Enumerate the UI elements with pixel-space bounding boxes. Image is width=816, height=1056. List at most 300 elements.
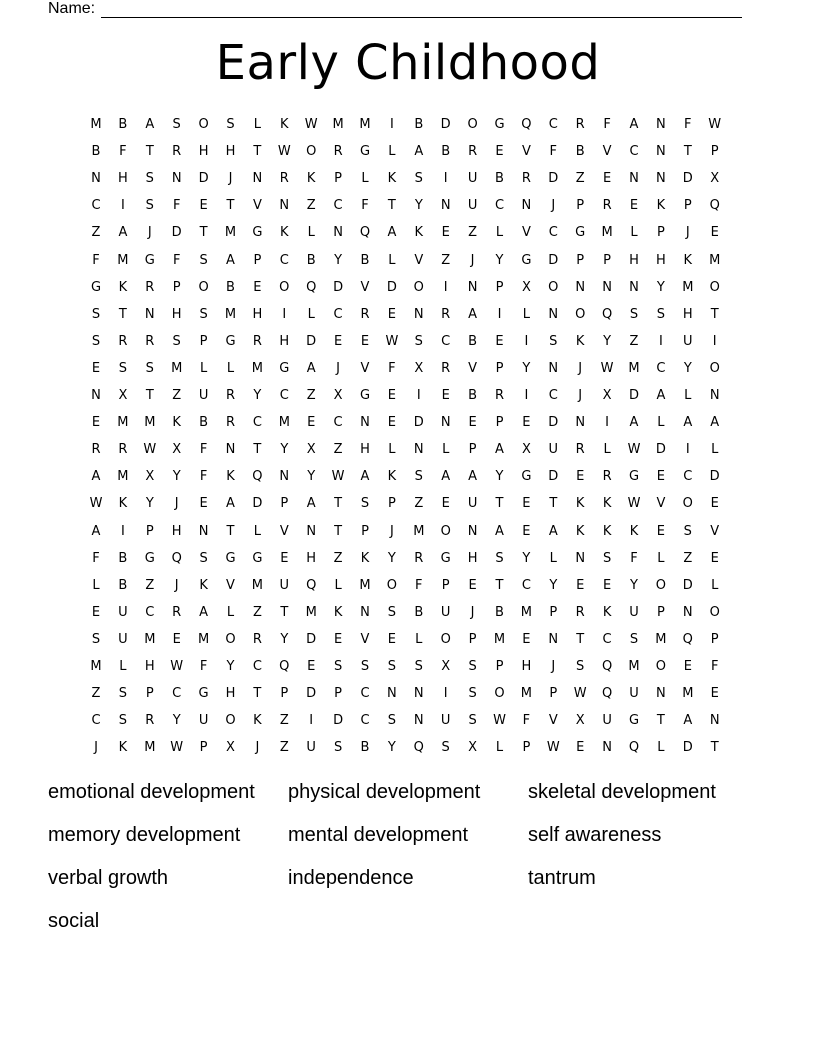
grid-letter: D bbox=[306, 631, 317, 647]
grid-letter: M bbox=[520, 604, 532, 620]
grid-letter: B bbox=[360, 252, 370, 268]
grid-letter: K bbox=[602, 523, 612, 539]
grid-letter: R bbox=[118, 442, 128, 458]
word-list-item: independence bbox=[288, 867, 414, 889]
grid-letter: F bbox=[119, 144, 127, 160]
grid-letter: I bbox=[120, 523, 125, 539]
grid-letter: Q bbox=[709, 198, 720, 214]
grid-letter: Y bbox=[387, 550, 396, 566]
grid-letter: O bbox=[225, 631, 236, 647]
grid-letter: A bbox=[306, 360, 316, 376]
grid-letter: A bbox=[629, 117, 639, 132]
grid-letter: E bbox=[441, 225, 450, 241]
grid-letter: L bbox=[388, 252, 396, 268]
grid-letter: T bbox=[334, 523, 343, 539]
grid-letter: X bbox=[226, 740, 235, 756]
grid-letter: N bbox=[656, 117, 666, 132]
grid-letter: E bbox=[468, 415, 477, 431]
grid-letter: X bbox=[172, 442, 182, 458]
grid-letter: T bbox=[253, 442, 262, 458]
grid-letter: O bbox=[548, 279, 559, 295]
grid-letter: S bbox=[414, 469, 423, 485]
grid-letter: C bbox=[252, 415, 262, 431]
grid-letter: E bbox=[360, 333, 370, 349]
grid-letter: E bbox=[683, 659, 692, 674]
grid-letter: K bbox=[575, 496, 585, 512]
grid-letter: K bbox=[333, 604, 343, 620]
grid-letter: P bbox=[280, 496, 289, 512]
grid-letter: N bbox=[440, 415, 451, 431]
grid-letter: F bbox=[199, 442, 208, 458]
grid-letter: E bbox=[441, 496, 450, 512]
grid-letter: O bbox=[306, 144, 317, 160]
grid-letter: E bbox=[387, 415, 396, 431]
grid-letter: E bbox=[629, 198, 639, 214]
grid-letter: R bbox=[172, 144, 182, 160]
grid-letter: N bbox=[629, 171, 639, 187]
grid-letter: S bbox=[145, 198, 154, 214]
grid-letter: S bbox=[468, 713, 477, 729]
grid-letter: M bbox=[628, 360, 640, 376]
grid-letter: S bbox=[145, 171, 154, 187]
grid-letter: F bbox=[388, 360, 396, 376]
grid-letter: W bbox=[331, 469, 345, 485]
grid-letter: U bbox=[467, 171, 478, 187]
grid-letter: Z bbox=[629, 333, 639, 349]
grid-letter: A bbox=[710, 415, 720, 431]
grid-letter: B bbox=[118, 550, 128, 566]
grid-letter: D bbox=[682, 577, 693, 593]
grid-letter: B bbox=[468, 388, 478, 403]
grid-letter: S bbox=[199, 252, 208, 268]
grid-letter: L bbox=[657, 550, 665, 566]
word-list-item: memory development bbox=[48, 824, 241, 846]
grid-letter: S bbox=[199, 550, 208, 566]
grid-letter: V bbox=[252, 198, 262, 214]
grid-letter: U bbox=[198, 713, 209, 729]
grid-letter: A bbox=[145, 117, 155, 132]
grid-letter: L bbox=[684, 388, 692, 403]
grid-letter: J bbox=[470, 252, 475, 268]
grid-letter: E bbox=[710, 686, 719, 702]
grid-letter: Z bbox=[468, 225, 478, 241]
grid-letter: M bbox=[90, 659, 102, 674]
grid-letter: N bbox=[171, 171, 182, 187]
grid-letter: Y bbox=[145, 496, 154, 512]
grid-letter: Y bbox=[280, 442, 289, 458]
grid-letter: E bbox=[495, 144, 504, 160]
grid-letter: P bbox=[172, 279, 181, 295]
grid-letter: J bbox=[255, 740, 260, 756]
grid-letter: A bbox=[360, 469, 370, 485]
grid-letter: R bbox=[225, 388, 236, 403]
grid-letter: Z bbox=[91, 686, 101, 702]
grid-letter: P bbox=[603, 252, 612, 268]
grid-letter: N bbox=[387, 686, 397, 702]
grid-letter: R bbox=[494, 388, 505, 403]
grid-letter: V bbox=[414, 252, 424, 268]
grid-letter: R bbox=[118, 333, 128, 349]
grid-letter: C bbox=[172, 686, 182, 702]
grid-letter: C bbox=[602, 631, 612, 647]
grid-letter: L bbox=[549, 550, 557, 566]
grid-letter: S bbox=[495, 550, 504, 566]
grid-letter: W bbox=[546, 740, 560, 756]
grid-letter: U bbox=[467, 496, 478, 512]
word-list-item: skeletal development bbox=[528, 781, 716, 803]
grid-letter: L bbox=[388, 144, 396, 160]
grid-letter: E bbox=[387, 631, 396, 647]
grid-letter: R bbox=[172, 604, 182, 620]
grid-letter: M bbox=[224, 306, 237, 322]
grid-letter: J bbox=[94, 740, 98, 756]
grid-letter: S bbox=[414, 171, 423, 187]
grid-letter: L bbox=[226, 604, 235, 620]
grid-letter: J bbox=[174, 577, 179, 593]
grid-letter: N bbox=[467, 279, 478, 295]
grid-letter: W bbox=[170, 659, 184, 674]
grid-letter: A bbox=[226, 252, 235, 268]
grid-letter: R bbox=[333, 144, 343, 160]
grid-letter: N bbox=[413, 442, 424, 458]
grid-letter: L bbox=[657, 740, 665, 756]
grid-letter: L bbox=[603, 442, 611, 458]
grid-letter: I bbox=[658, 333, 663, 349]
grid-letter: H bbox=[279, 333, 290, 349]
grid-letter: Y bbox=[656, 279, 665, 295]
grid-letter: U bbox=[118, 604, 128, 620]
grid-letter: R bbox=[441, 360, 451, 376]
grid-letter: J bbox=[578, 360, 583, 376]
grid-letter: X bbox=[118, 388, 128, 403]
grid-letter: D bbox=[333, 713, 344, 729]
grid-letter: H bbox=[225, 686, 236, 702]
grid-letter: Y bbox=[280, 631, 289, 647]
grid-letter: S bbox=[629, 306, 639, 322]
grid-letter: D bbox=[306, 686, 317, 702]
grid-letter: P bbox=[280, 686, 289, 702]
grid-letter: D bbox=[252, 496, 263, 512]
grid-letter: K bbox=[118, 496, 128, 512]
grid-letter: Y bbox=[414, 198, 423, 214]
word-list-item: verbal growth bbox=[48, 867, 169, 889]
grid-letter: B bbox=[441, 144, 451, 160]
grid-letter: P bbox=[683, 198, 692, 214]
grid-letter: D bbox=[548, 469, 559, 485]
grid-letter: T bbox=[710, 306, 719, 322]
grid-letter: M bbox=[601, 225, 613, 241]
grid-letter: S bbox=[414, 333, 423, 349]
grid-letter: C bbox=[333, 415, 343, 431]
grid-letter: D bbox=[171, 225, 182, 241]
grid-letter: B bbox=[414, 117, 424, 132]
grid-letter: W bbox=[627, 442, 641, 458]
grid-letter: A bbox=[683, 415, 693, 431]
grid-letter: N bbox=[548, 306, 559, 322]
grid-letter: N bbox=[279, 198, 290, 214]
grid-letter: O bbox=[709, 604, 720, 620]
grid-letter: R bbox=[360, 306, 370, 322]
grid-letter: N bbox=[440, 198, 451, 214]
grid-letter: I bbox=[282, 306, 287, 322]
grid-letter: N bbox=[413, 686, 424, 702]
grid-letter: L bbox=[442, 442, 450, 458]
grid-letter: D bbox=[198, 171, 209, 187]
grid-letter: M bbox=[144, 740, 156, 756]
grid-letter: O bbox=[682, 496, 693, 512]
grid-letter: X bbox=[468, 740, 478, 756]
grid-letter: O bbox=[575, 306, 586, 322]
name-label: Name: bbox=[48, 0, 96, 17]
grid-letter: Z bbox=[306, 388, 316, 403]
grid-letter: N bbox=[279, 469, 290, 485]
grid-letter: K bbox=[414, 225, 424, 241]
grid-letter: R bbox=[575, 442, 585, 458]
grid-letter: I bbox=[443, 279, 448, 295]
grid-letter: T bbox=[253, 144, 262, 160]
word-list-item: self awareness bbox=[528, 824, 662, 846]
grid-letter: B bbox=[118, 117, 128, 132]
grid-letter: N bbox=[656, 686, 666, 702]
grid-letter: W bbox=[627, 496, 641, 512]
grid-letter: N bbox=[91, 388, 101, 403]
grid-letter: K bbox=[280, 225, 289, 241]
grid-letter: V bbox=[656, 496, 666, 512]
grid-letter: M bbox=[90, 117, 102, 132]
grid-letter: S bbox=[656, 306, 666, 322]
grid-letter: W bbox=[170, 740, 184, 756]
grid-letter: M bbox=[197, 631, 210, 647]
grid-letter: T bbox=[145, 144, 154, 160]
grid-letter: H bbox=[629, 252, 639, 268]
grid-letter: T bbox=[387, 198, 396, 214]
grid-letter: B bbox=[360, 740, 370, 756]
grid-letter: E bbox=[522, 631, 531, 647]
grid-letter: E bbox=[307, 659, 316, 674]
grid-letter: H bbox=[521, 659, 532, 674]
grid-letter: P bbox=[334, 686, 343, 702]
word-list-item: mental development bbox=[288, 824, 469, 846]
grid-letter: N bbox=[91, 171, 101, 187]
grid-letter: X bbox=[414, 360, 424, 376]
grid-letter: L bbox=[630, 225, 638, 241]
grid-letter: R bbox=[602, 198, 612, 214]
grid-letter: L bbox=[415, 631, 423, 647]
grid-letter: A bbox=[118, 225, 128, 241]
grid-letter: O bbox=[494, 686, 505, 702]
grid-letter: U bbox=[602, 713, 612, 729]
grid-letter: G bbox=[359, 388, 371, 403]
grid-letter: J bbox=[551, 198, 556, 214]
grid-letter: G bbox=[144, 252, 155, 268]
grid-letter: P bbox=[145, 686, 154, 702]
grid-letter: O bbox=[198, 279, 209, 295]
grid-letter: Y bbox=[172, 713, 181, 729]
grid-letter: H bbox=[467, 550, 478, 566]
grid-letter: A bbox=[495, 523, 504, 539]
grid-letter: R bbox=[145, 713, 155, 729]
grid-letter: N bbox=[656, 171, 666, 187]
grid-letter: P bbox=[549, 604, 558, 620]
grid-letter: M bbox=[493, 631, 506, 647]
grid-letter: V bbox=[521, 144, 531, 160]
grid-letter: P bbox=[710, 631, 719, 647]
grid-letter: E bbox=[602, 171, 612, 187]
grid-letter: Q bbox=[628, 740, 640, 756]
grid-letter: X bbox=[710, 171, 720, 187]
grid-letter: I bbox=[120, 198, 125, 214]
grid-letter: C bbox=[360, 713, 370, 729]
grid-letter: P bbox=[495, 659, 504, 674]
grid-letter: C bbox=[548, 388, 558, 403]
grid-letter: E bbox=[468, 577, 477, 593]
grid-letter: R bbox=[575, 604, 585, 620]
grid-letter: K bbox=[602, 604, 612, 620]
grid-letter: X bbox=[521, 442, 531, 458]
grid-letter: C bbox=[252, 659, 262, 674]
grid-letter: S bbox=[629, 631, 639, 647]
grid-letter: Y bbox=[522, 550, 531, 566]
grid-letter: H bbox=[144, 659, 155, 674]
grid-letter: S bbox=[172, 333, 181, 349]
grid-letter: O bbox=[709, 360, 720, 376]
grid-letter: N bbox=[575, 415, 586, 431]
grid-letter: S bbox=[145, 360, 154, 376]
grid-letter: E bbox=[576, 740, 585, 756]
grid-letter: W bbox=[89, 496, 103, 512]
grid-letter: D bbox=[440, 117, 451, 132]
grid-letter: D bbox=[709, 469, 720, 485]
grid-letter: D bbox=[306, 333, 317, 349]
grid-letter: S bbox=[118, 686, 128, 702]
grid-letter: T bbox=[576, 631, 585, 647]
grid-letter: E bbox=[387, 388, 396, 403]
grid-letter: Q bbox=[171, 550, 182, 566]
grid-letter: K bbox=[360, 550, 370, 566]
grid-letter: S bbox=[199, 306, 208, 322]
grid-letter: C bbox=[683, 469, 693, 485]
grid-letter: I bbox=[605, 415, 610, 431]
grid-letter: L bbox=[522, 306, 531, 322]
grid-letter: R bbox=[91, 442, 101, 458]
grid-letter: Y bbox=[549, 577, 558, 593]
grid-letter: S bbox=[468, 659, 477, 674]
grid-letter: K bbox=[387, 171, 397, 187]
grid-letter: B bbox=[468, 333, 478, 349]
grid-letter: X bbox=[521, 279, 531, 295]
grid-letter: U bbox=[548, 442, 559, 458]
grid-letter: K bbox=[118, 279, 128, 295]
grid-letter: O bbox=[225, 713, 236, 729]
grid-letter: G bbox=[225, 333, 236, 349]
grid-letter: I bbox=[524, 388, 529, 403]
grid-letter: M bbox=[413, 523, 425, 539]
grid-letter: D bbox=[682, 171, 693, 187]
grid-letter: C bbox=[548, 117, 558, 132]
grid-letter: J bbox=[551, 659, 556, 674]
grid-letter: C bbox=[629, 144, 639, 160]
grid-letter: N bbox=[575, 279, 586, 295]
grid-letter: A bbox=[387, 225, 397, 241]
grid-letter: N bbox=[333, 225, 343, 241]
grid-letter: B bbox=[495, 171, 504, 187]
grid-letter: Q bbox=[252, 469, 263, 485]
grid-letter: P bbox=[199, 333, 208, 349]
grid-letter: E bbox=[172, 631, 181, 647]
grid-letter: U bbox=[118, 631, 128, 647]
grid-letter: F bbox=[603, 117, 611, 132]
grid-letter: W bbox=[143, 442, 157, 458]
grid-letter: I bbox=[685, 442, 690, 458]
grid-letter: E bbox=[710, 550, 719, 566]
grid-letter: H bbox=[252, 306, 263, 322]
grid-letter: Y bbox=[387, 740, 396, 756]
grid-letter: E bbox=[441, 388, 450, 403]
grid-letter: U bbox=[440, 713, 451, 729]
grid-letter: E bbox=[333, 631, 343, 647]
grid-letter: V bbox=[226, 577, 235, 593]
grid-letter: F bbox=[684, 117, 692, 132]
grid-letter: M bbox=[251, 577, 263, 593]
grid-letter: A bbox=[441, 469, 451, 485]
grid-letter: L bbox=[495, 225, 504, 241]
grid-letter: N bbox=[198, 523, 209, 539]
grid-letter: T bbox=[656, 713, 665, 729]
grid-letter: M bbox=[359, 117, 371, 132]
grid-letter: L bbox=[253, 117, 262, 132]
grid-letter: K bbox=[226, 469, 235, 485]
grid-letter: L bbox=[711, 577, 719, 593]
grid-letter: N bbox=[709, 713, 720, 729]
grid-letter: T bbox=[495, 577, 504, 593]
grid-letter: M bbox=[520, 686, 532, 702]
grid-letter: L bbox=[711, 442, 719, 458]
grid-letter: S bbox=[683, 523, 692, 539]
grid-letter: N bbox=[682, 604, 693, 620]
grid-letter: R bbox=[414, 550, 424, 566]
grid-letter: Z bbox=[145, 577, 155, 593]
grid-letter: B bbox=[306, 252, 316, 268]
grid-letter: M bbox=[628, 659, 640, 674]
grid-letter: I bbox=[524, 333, 529, 349]
grid-letter: I bbox=[497, 306, 502, 322]
grid-letter: G bbox=[225, 550, 236, 566]
grid-letter: R bbox=[279, 171, 289, 187]
grid-letter: A bbox=[468, 306, 478, 322]
grid-letter: O bbox=[655, 577, 666, 593]
grid-letter: I bbox=[389, 117, 394, 132]
grid-letter: S bbox=[91, 631, 101, 647]
grid-letter: S bbox=[549, 333, 558, 349]
grid-letter: S bbox=[576, 659, 585, 674]
grid-letter: L bbox=[119, 659, 127, 674]
grid-letter: E bbox=[576, 469, 585, 485]
grid-letter: S bbox=[333, 740, 343, 756]
grid-letter: J bbox=[470, 604, 475, 620]
grid-letter: E bbox=[91, 360, 101, 376]
grid-letter: K bbox=[575, 333, 585, 349]
grid-letter: C bbox=[91, 713, 101, 729]
grid-letter: L bbox=[199, 360, 208, 376]
grid-letter: S bbox=[387, 604, 397, 620]
grid-letter: G bbox=[628, 469, 640, 485]
grid-letter: P bbox=[441, 577, 450, 593]
grid-letter: E bbox=[710, 225, 719, 241]
grid-letter: R bbox=[602, 469, 612, 485]
grid-letter: E bbox=[253, 279, 262, 295]
grid-letter: O bbox=[440, 631, 451, 647]
grid-letter: U bbox=[629, 604, 639, 620]
